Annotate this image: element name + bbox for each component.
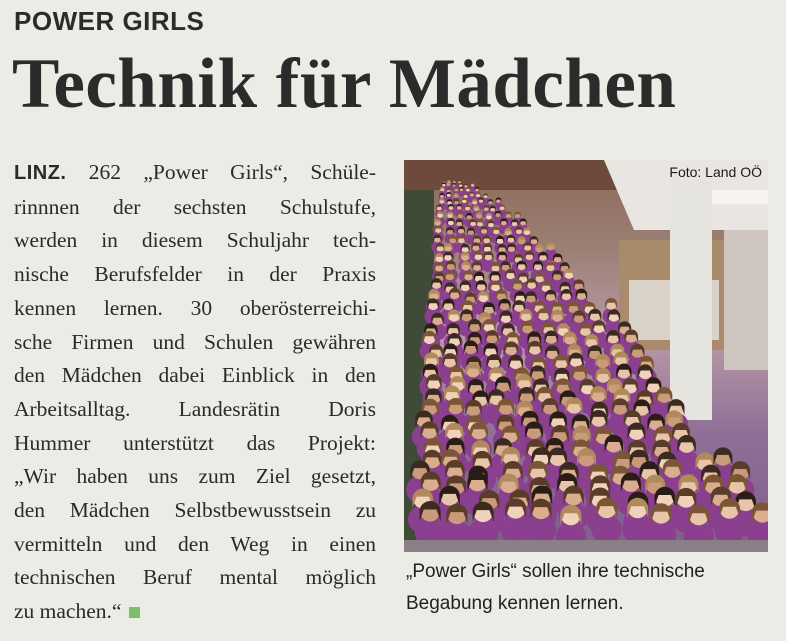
ceiling-lamp: [704, 190, 768, 204]
article-body: [14, 156, 376, 629]
body-line: LINZ. 262 „Power Girls“, Schüle-: [14, 160, 376, 184]
body-line: technischen Beruf mental möglich: [14, 565, 376, 590]
body-line: rinnnen der sechsten Schulstufe,: [14, 194, 376, 219]
girl-shirt: [592, 515, 622, 544]
body-line: kennen lernen. 30 oberösterreichi-: [14, 295, 376, 320]
body-line: zu machen.“: [14, 595, 376, 629]
caption-line: Begabung kennen lernen.: [406, 593, 624, 614]
body-line: „Wir haben uns zum Ziel gesetzt,: [14, 464, 376, 489]
body-line: den Mädchen dabei Einblick in den: [14, 363, 376, 388]
girl-shirt: [470, 186, 476, 192]
headline: Technik für Mädchen: [12, 45, 677, 123]
right-wall: [724, 230, 768, 370]
body-line: Hummer unterstützt das Projekt:: [14, 430, 376, 455]
photo-caption: [406, 556, 776, 620]
body-line: sche Firmen und Schulen gewähren: [14, 329, 376, 354]
crowd: [404, 180, 768, 552]
dateline: LINZ.: [14, 162, 67, 184]
floor: [404, 540, 768, 552]
body-line: vermitteln und den Weg in einen: [14, 531, 376, 556]
caption-line: „Power Girls“ sollen ihre technische: [406, 561, 705, 582]
end-of-article-square-icon: [129, 607, 140, 618]
photo-credit: Foto: Land OÖ: [669, 164, 762, 180]
body-line: nische Berufsfelder in der Praxis: [14, 262, 376, 287]
crowd-illustration: [404, 160, 768, 552]
group-photo: [404, 160, 768, 552]
body-line: werden in diesem Schuljahr tech-: [14, 228, 376, 253]
kicker: POWER GIRLS: [14, 6, 205, 36]
pillar: [670, 180, 712, 420]
body-line: Arbeitsalltag. Landesrätin Doris: [14, 396, 376, 421]
body-line: den Mädchen Selbstbewusstsein zu: [14, 498, 376, 523]
